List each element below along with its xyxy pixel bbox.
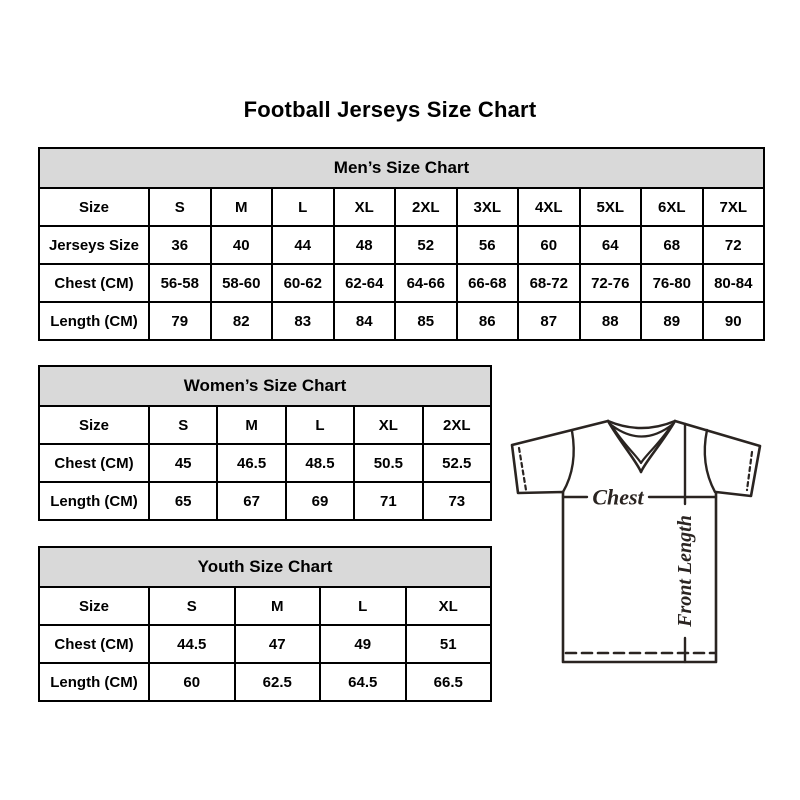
table-cell: 72	[703, 226, 765, 264]
table-cell: 6XL	[641, 188, 703, 226]
table-cell: 48	[334, 226, 396, 264]
table-cell: 66-68	[457, 264, 519, 302]
table-title-row	[39, 547, 491, 587]
table-title-row	[39, 366, 491, 406]
table-cell: S	[149, 188, 211, 226]
table-cell: 60	[149, 663, 235, 701]
table-cell: 48.5	[286, 444, 354, 482]
table-cell: 64.5	[320, 663, 406, 701]
mens-size-table	[38, 147, 765, 341]
cuff-stitch-left-icon	[519, 448, 526, 490]
table-cell: 85	[395, 302, 457, 340]
table-cell: M	[217, 406, 285, 444]
table-cell: 46.5	[217, 444, 285, 482]
table-cell: 67	[217, 482, 285, 520]
jersey-measurement-diagram	[500, 400, 780, 680]
row-label: Chest (CM)	[39, 625, 149, 663]
table-cell: 7XL	[703, 188, 765, 226]
table-cell: 52	[395, 226, 457, 264]
table-cell: 51	[406, 625, 492, 663]
table-cell: 73	[423, 482, 491, 520]
table-row	[39, 444, 491, 482]
youth-size-table	[38, 546, 492, 702]
table-title-row	[39, 148, 764, 188]
table-cell: 44	[272, 226, 334, 264]
table-title: Men’s Size Chart	[39, 148, 764, 188]
table-cell: 52.5	[423, 444, 491, 482]
table-cell: XL	[334, 188, 396, 226]
table-cell: 69	[286, 482, 354, 520]
table-cell: 56	[457, 226, 519, 264]
table-cell: 84	[334, 302, 396, 340]
table-cell: 76-80	[641, 264, 703, 302]
table-cell: 36	[149, 226, 211, 264]
jersey-sketch	[500, 400, 780, 680]
table-cell: 60	[518, 226, 580, 264]
table-cell: S	[149, 587, 235, 625]
armhole-seam-left-icon	[563, 431, 574, 492]
table-cell: 40	[211, 226, 273, 264]
row-label: Length (CM)	[39, 302, 149, 340]
table-cell: 72-76	[580, 264, 642, 302]
page-title: Football Jerseys Size Chart	[243, 97, 537, 122]
table-title: Youth Size Chart	[39, 547, 491, 587]
collar-back-arc-icon	[608, 421, 675, 428]
table-cell: 49	[320, 625, 406, 663]
table-cell: 3XL	[457, 188, 519, 226]
table-cell: 68	[641, 226, 703, 264]
table-cell: 68-72	[518, 264, 580, 302]
table-row	[39, 226, 764, 264]
row-label: Chest (CM)	[39, 264, 149, 302]
table-cell: 2XL	[423, 406, 491, 444]
table-cell: 47	[235, 625, 321, 663]
chest-label: Chest	[592, 484, 644, 510]
armhole-seam-right-icon	[705, 430, 715, 492]
row-label: Jerseys Size	[39, 226, 149, 264]
table-cell: 5XL	[580, 188, 642, 226]
table-cell: S	[149, 406, 217, 444]
row-label: Length (CM)	[39, 663, 149, 701]
table-row	[39, 264, 764, 302]
table-cell: 58-60	[211, 264, 273, 302]
table-row	[39, 663, 491, 701]
row-label: Size	[39, 406, 149, 444]
table-cell: 64	[580, 226, 642, 264]
table-cell: 83	[272, 302, 334, 340]
table-cell: 90	[703, 302, 765, 340]
table-cell: 66.5	[406, 663, 492, 701]
table-cell: 2XL	[395, 188, 457, 226]
cuff-stitch-right-icon	[747, 452, 752, 490]
table-cell: 71	[354, 482, 422, 520]
row-label: Length (CM)	[39, 482, 149, 520]
table-cell: 62-64	[334, 264, 396, 302]
table-cell: 80-84	[703, 264, 765, 302]
table-cell: 64-66	[395, 264, 457, 302]
row-label: Chest (CM)	[39, 444, 149, 482]
table-cell: XL	[406, 587, 492, 625]
table-row	[39, 406, 491, 444]
front-length-label: Front Length	[674, 515, 696, 627]
table-row	[39, 482, 491, 520]
table-cell: L	[286, 406, 354, 444]
table-cell: L	[320, 587, 406, 625]
table-cell: 89	[641, 302, 703, 340]
table-cell: 44.5	[149, 625, 235, 663]
row-label: Size	[39, 587, 149, 625]
table-row	[39, 587, 491, 625]
table-cell: 45	[149, 444, 217, 482]
table-title: Women’s Size Chart	[39, 366, 491, 406]
table-cell: 82	[211, 302, 273, 340]
table-row	[39, 625, 491, 663]
row-label: Size	[39, 188, 149, 226]
table-cell: 50.5	[354, 444, 422, 482]
table-cell: 4XL	[518, 188, 580, 226]
table-cell: L	[272, 188, 334, 226]
table-cell: 65	[149, 482, 217, 520]
table-cell: 88	[580, 302, 642, 340]
table-cell: 62.5	[235, 663, 321, 701]
table-cell: M	[235, 587, 321, 625]
table-row	[39, 188, 764, 226]
table-cell: XL	[354, 406, 422, 444]
table-cell: 87	[518, 302, 580, 340]
table-cell: M	[211, 188, 273, 226]
table-cell: 79	[149, 302, 211, 340]
table-cell: 86	[457, 302, 519, 340]
womens-size-table	[38, 365, 492, 521]
table-cell: 60-62	[272, 264, 334, 302]
table-cell: 56-58	[149, 264, 211, 302]
table-row	[39, 302, 764, 340]
